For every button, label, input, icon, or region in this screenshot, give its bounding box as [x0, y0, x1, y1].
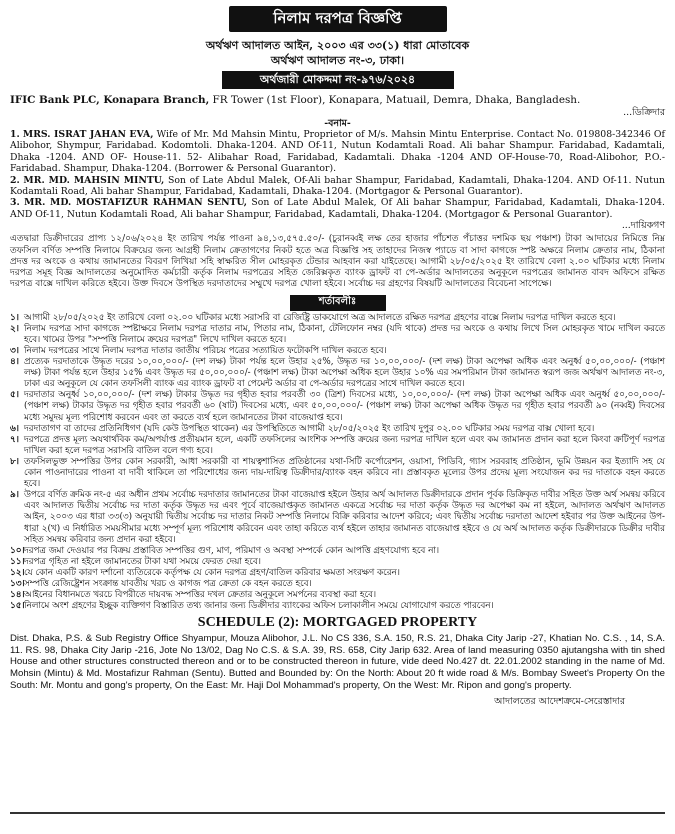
conditions-list — [10, 313, 665, 613]
condition-item: ৬। দরদাতাগণ বা তাদের প্রতিনিধিগণ (যদি কেউ উপস্থিত থাকেন) এর উপস্থিতিতে আগামী ২৮/০৫/২০২৫ ইং তারিখ দুপুর ০২.০০ ঘটিকার সময় দরপত্র বাক্স খোলা হবে। — [10, 423, 595, 434]
defendant-item: 1. MRS. ISRAT JAHAN EVA, Wife of Mr. Md Mahsin Mintu, Proprietor of M/s. Mahsin Mintu Enterprise. Contact No. 019808-342346 Of Alibohor, Shympur, Faridabad. Kodomtoli. Dhaka-1204. AND Of-11, Nutun Kodamtali Road. Ali bahar Shampur. Faridabad, Kadamtali, Dhaka -1204. AND OF- House-11. 52- Alibahar Road, Faridabad, Kadamtali. Dhaka -1204 AND OF-House-70, Road-Alibohor, P.O.- Faridabad. Shampur, Dhaka-1204. (Borrower & Personal Guarantor). — [10, 129, 665, 175]
condition-item: ৫। দরদাতার অনুর্ধ্ব ১০,০০,০০০/- (দশ লক্ষ) টাকার উদ্ধৃত দর গৃহীত হবার পরবর্তী ৩০ (ত্রিশ) দিবসের মধ্যে, ১০,০০,০০০/- (দশ লক্ষ) টাকা অপেক্ষা অধিক এবং অনুর্ধ্ব ৫০,০০,০০০/- (পঞ্চাশ লক্ষ) টাকার উদ্ধৃত দর গৃহীত হবার পরবর্তী ৬০ (ষাট) দিবসের মধ্যে, এবং ৫০,০০,০০০/- (পঞ্চাশ লক্ষ) টাকা অপেক্ষা অধিক উদ্ধৃত দর গৃহীত হবার পরবর্তী ৯০ (নব্বই) দিবসের মধ্যে সমুদয় মূল্য পরিশোধ করবেন এবং তা করতে ব্যর্থ হলে জামানতের টাকা বাজেয়াপ্ত হবে। — [10, 390, 665, 423]
condition-item: ৯। উপরে বর্ণিত ক্রমিক নং-৫ এর অধীন প্রথম সর্বোচ্চ দরদাতার জামানতের টাকা বাজেয়াপ্ত হইলে উহার অর্থ আদালত ডিক্রীদারকে প্রদান পূর্বক ডিক্রিকৃত দাবীর সহিত উক্ত অর্থ সমন্বয় করিবে এবং আদালত দ্বিতীয় সর্বোচ্চ দর দাতা কর্তৃক উদ্ধৃত দর এবং পূর্বে বাজেয়াপ্তকৃত জামানত একত্রে সর্বোচ্চ দর দাতা কর্তৃক উদ্ধৃত দর অপেক্ষা কম না হইলে, আদালত অর্থঋণ আদালত আইন, ২০০৩ এর ধারা ৩৩(৩) অনুযায়ী দ্বিতীয় সর্বোচ্চ দর দাতার নিকট সম্পত্তি নিলামে বিক্রি করিবার আদেশ করিবে; এবং দ্বিতীয় সর্বোচ্চ দরদাতা আদেশ হইবার পর উক্ত আইনের উপ-ধারা ২(খ) এ নির্ধারিত সময়সীমার মধ্যে সম্পূর্ণ মূল্য পরিশোধ করিবেন এবং তাহা করিতে ব্যর্থ হইলে তাহার জামানত বাজেয়াপ্ত হইবে ও যে অর্থ আদালত কর্তৃক ডিক্রীদারকে ডিক্রীর দাবীর সহিত সমন্বয় করিবার জন্য প্রদান করা হইবে। — [10, 490, 665, 545]
defendant-name: MR. MD. MAHSIN MINTU, — [23, 174, 165, 186]
plaintiff-line — [10, 94, 665, 107]
condition-item: ৭। দরপত্রে প্রদত্ত মূল্য অযথার্থবিক কম/অপর্যাপ্ত প্রতীয়মান হলে, একটি তফসিলের আংশিক সম্পত্তি ক্রয়ের জন্য দরপত্র দাখিল হলে এবং কম জামানত প্রদান করা হলে কিংবা ক্রটিপূর্ণ দরপত্র দাখিল করা হলে দরপত্র সরাসরি বাতিল বলে গণ্য হবে। — [10, 434, 665, 456]
versus-label: -বনাম- — [324, 118, 351, 129]
schedule-heading: SCHEDULE (2): MORTGAGED PROPERTY — [197, 615, 478, 631]
defendant-details: Son of Late Abdul Malek, Of-Ali bahar Shampur, Faridabad, Kadamtali, Dhaka-1204. AND Of-11. Nutun Kodamtali Road, Ali bahar Shampur, Faridabad, Kadamtali, Dhaka-1204. (Mortgagor & Personal Guarantor). — [10, 174, 666, 198]
defendant-details: Son of Late Abdul Malek, Of Ali bahar Shampur, Faridabad, Kadamtali, Dhaka-1204. AND Of-11, Nutun Kodamtali Road, Ali bahar Shampur, Faridabad, Kadamtali, Dhaka-1204. (Mortgagor & Personal Guarantor). — [10, 197, 666, 220]
condition-item: ৮। তফসিলভুক্ত সম্পত্তির উপর কোন সরকারী, আধা সরকারী বা শায়ত্বশাসিত প্রতিষ্ঠানের যথা-সিটি কর্পোরেশন, ওয়াসা, পিডিবি, গ্যাস সরবরাহ প্রতিষ্ঠান, ভূমি উন্নয়ন কর ইত্যাদি সহ যে কোন পাওনাদারের পাওনা বা দাবী থাকিলে তা পরিশোধের জন্য দায়-দায়িত্ব ডিক্রীদার/ব্যাংক বহন করিবে না। প্রস্তাবকৃত মূল্যের উপর প্রদেয় মূল্য সংযোজন কর দর দাতাকে বহন করতে হবে। — [10, 456, 665, 490]
condition-item: ৩। নিলাম দরপত্রের সাথে নিলাম দরপত্র দাতার জাতীয় পরিচয় পত্রের সত্যায়িত ফটোকপি দাখিল করতে হবে। — [10, 346, 387, 357]
plaintiff-role: ...ডিক্রিদার — [623, 107, 665, 118]
bottom-divider — [10, 812, 665, 814]
condition-item: ২। নিলাম দরপত্র সাদা কাগজে স্পষ্টাক্ষরে নিলাম দরপত্র দাতার নাম, পিতার নাম, ঠিকানা, টেলিফোন নম্বর (যদি থাকে) প্রদত্ত দর অংকে ও কথায় লিখে সিল মোহরকৃত খামে দাখিল করতে হবে। খামের উপর "সম্পত্তি নিলামে ক্রয়ের দরপত্র" লিখে দাখিল করতে হবে। — [10, 323, 665, 345]
defendant-name: MRS. ISRAT JAHAN EVA, — [22, 129, 154, 140]
condition-item: ৪। প্রত্যেক দরদাতাকে উদ্ধৃত দরের ১০,০০,০০০/- (দশ লক্ষ) টাকা পর্যন্ত হলে উহার ২৫%, উদ্ধৃত দর ১০,০০,০০০/- (দশ লক্ষ) টাকা অপেক্ষা অধিক এবং অনুর্ধ্ব ৫০,০০,০০০/- (পঞ্চাশ লক্ষ) টাকা পর্যন্ত হলে উহার ১৫% এবং উদ্ধৃত দর ৫০,০০,০০০/- (পঞ্চাশ লক্ষ) টাকা অপেক্ষা অধিক হলে উহার ১০% এর সমপরিমান টাকা জামানত স্বরূপ জজ অর্থঋণ আদালত নং-৩, ঢাকা এর অনুকূলে যে কোন তফসিলী ব্যাংক এর ব্যাংক ড্রাফট বা পেমেন্ট অর্ডার বা পে-অর্ডার দরপত্রের সাথে দাখিল করতে হবে। — [10, 357, 665, 390]
condition-item: ১৩। সম্পত্তি রেজিষ্ট্রেশন সংক্রান্ত যাবতীয় খরচ ও কাগজ পত্র ক্রেতা কে বহন করতে হবে। — [10, 578, 312, 589]
plaintiff-address: FR Tower (1st Floor), Konapara, Matuail, Demra, Dhaka, Bangladesh. — [209, 94, 581, 106]
condition-item: ১১। দরপত্র গৃহিত না হইলে জামানতের টাকা যথা সময়ে ফেরত দেয়া হবে। — [10, 556, 261, 567]
conditions-heading: শর্তাবলীঃ — [290, 295, 386, 311]
case-number: অর্থজারী মোকদ্দমা নং-৯৭৬/২০২৪ — [222, 71, 454, 89]
plaintiff-name: IFIC Bank PLC, Konapara Branch, — [10, 94, 210, 106]
defendant-details: Wife of Mr. Md Mahsin Mintu, Proprietor of M/s. Mahsin Mintu Enterprise. Contact No. 019808-342346 Of Alibohor, Shympur, Faridabad. Kodomtoli. Dhaka-1204. AND Of-11, Nutun Kodamtali Road. Ali bahar Shampur. Faridabad, Kadamtali, Dhaka -1204. AND OF- House-11. 52- Alibahar Road, Faridabad, Kadamtali. Dhaka -1204 AND OF-House-70, Road-Alibohor, P.O.- Faridabad. Shampur, Dhaka-1204. (Borrower & Personal Guarantor). — [10, 129, 665, 175]
defendant-item: 2. MR. MD. MAHSIN MINTU, Son of Late Abdul Malek, Of-Ali bahar Shampur, Faridabad, Kadamtali, Dhaka-1204. AND Of-11. Nutun Kodamtali Road, Ali bahar Shampur, Faridabad, Kadamtali, Dhaka-1204. (Mortgagor & Personal Guarantor). — [10, 174, 666, 198]
notice-intro-paragraph: এতদ্বারা ডিক্রীদারের প্রাপ্য ১২/০৬/২০২৪ ইং তারিখ পর্যন্ত পাওনা ৯৪,১৩,৫৭৫.৫০/- (চুরানব্বই লক্ষ তের হাজার পাঁচশত পঁচাত্তর দশমিক ছয় পঞ্চাশ) টাকা আদায়ের নিমিত্তে নিম্ন তফসিল বর্ণিত সম্পত্তি নিলামে বিক্রয়ের জন্য আগ্রহী নিলাম ক্রেতাগণের নিকট হতে অত্র বিজ্ঞপ্তি সহ তাহাদের নিজস্ব প্যাডে বা সাদা কাগজে স্পষ্ট অক্ষরে নিলাম ক্রেতার নাম, ঠিকানা প্রদত্ত দর অংকে ও কথায় জামানতের বিবরণ লিখিয়া সহি স্বাক্ষরিত সীল মোহরকৃত টেন্ডার আহবান করা যাইতেছে। আগামী ২৮/০৫/২০২৫ ইং তারিখে বেলা ২.০০ ঘটিকার মধ্যে নিলাম দরপত্র সমূহ বিজ্ঞ আদালতের অনুমোদিত কর্মচারী কর্তৃক নিলাম দরপত্রের সহিত জেরিক্সকৃত ব্যাংক ড্রাফট বা পে-অর্ডার আদালতের অনুকূলে দরপত্রের জামানত বাবদ অফিসে রক্ষিত দরপত্র বাক্সে দাখিল করিতে হইবে। উক্ত দিবসে উপস্থিত দরদাতাদের সম্মুখে দরপত্র খোলা হইবে। সর্বোচ্চ দর গ্রহণের বিষয়টি আদালতের বিবেচনা সাপেক্ষে। — [10, 234, 665, 290]
condition-item: ১। আগামী ২৮/০৫/২০২৫ ইং তারিখে বেলা ০২.০০ ঘটিকার মধ্যে সরাসরি বা রেজিষ্ট্রি ডাকযোগে অত্র আদালতে রক্ষিত দরপত্র গ্রহণের বাক্সে নিলাম দরপত্র দাখিল করতে হবে। — [10, 312, 616, 323]
notice-title: নিলাম দরপত্র বিজ্ঞপ্তি — [229, 6, 447, 32]
court-name: অর্থঋণ আদালত নং-৩, ঢাকা। — [270, 54, 405, 67]
condition-item: ১০। দরপত্র জমা দেওয়ার পর বিক্রয় প্রস্তাবিত সম্পত্তির গুণ, মাণ, পরিমাণ ও অবস্থা সম্পর্কে কোন আপত্তি গ্রহণযোগ্য হবে না। — [10, 545, 440, 556]
defendant-name: MR. MD. MOSTAFIZUR RAHMAN SENTU, — [24, 197, 247, 209]
condition-item: ১২। যে কোন একটি কারণ দর্শানো ব্যতিরেকে কর্তৃপক্ষ যে কোন দরপত্র গ্রহণ/বাতিল করিবার ক্ষমতা সংরক্ষণ করেন। — [10, 567, 400, 578]
defendant-item: 3. MR. MD. MOSTAFIZUR RAHMAN SENTU, Son of Late Abdul Malek, Of Ali bahar Shampur, Faridabad, Kadamtali, Dhaka-1204. AND Of-11, Nutun Kodamtali Road, Ali bahar Shampur, Faridabad, Kadamtali, Dhaka-1204. (Mortgagor & Personal Guarantor). — [10, 197, 666, 220]
defendant-role: ...দায়িকগণ — [621, 220, 665, 232]
law-reference: অর্থঋণ আদালত আইন, ২০০৩ এর ৩৩(১) ধারা মোতাবেক — [205, 39, 470, 52]
court-order-signature: আদালতের আদেশক্রমে-সেরেস্তাদার — [494, 696, 625, 708]
schedule-description: Dist. Dhaka, P.S. & Sub Registry Office Shyampur, Mouza Alibohor, J.L. No CS 336, S.A. 150, R.S. 21, Dhaka City Jarip -27, Khatian No. C.S. , 14, S.A. 11. RS. 98, Dhaka City Jarip -216, Jote No 13/02, Dag No C.S. & S.A. 39, RS. 658, City Jarip 632. Area of land measuring 0350 ajutangsha with tin shed House and other structures constructed thereon and or to be constructed thereon in future, vide deed No.427 dt. 22.01.2002 standing in the name of Md. Mohsin (Mintu) & Md. Mostafizur Rahman (Sentu). Butted and Bounded by: On the North: About 20 ft wide road & M/s. Bombay Sweet's Property On the South: Mr. Montu and gong's property, On the East: Mr. Haji Dol Mohammad's property, On the West: Mr. Ripon and gong's property. — [10, 633, 665, 691]
condition-item: ১৪। আইনের বিধানমতে খরচে বিপরীতে দায়বদ্ধ সম্পত্তির দখল ক্রেতার অনুকূলে সমর্পনের ব্যবস্থা করা হবে। — [10, 590, 377, 601]
condition-item: ১৫। নিলামে অংশ গ্রহণের ইচ্ছুক ব্যক্তিগণ বিস্তারিত তথ্য জানার জন্য ডিক্রীদার ব্যাংকের অফিস চলাকালীন সময়ে যোগাযোগ করতে পারবেন। — [10, 601, 494, 612]
defendant-list — [10, 129, 665, 220]
